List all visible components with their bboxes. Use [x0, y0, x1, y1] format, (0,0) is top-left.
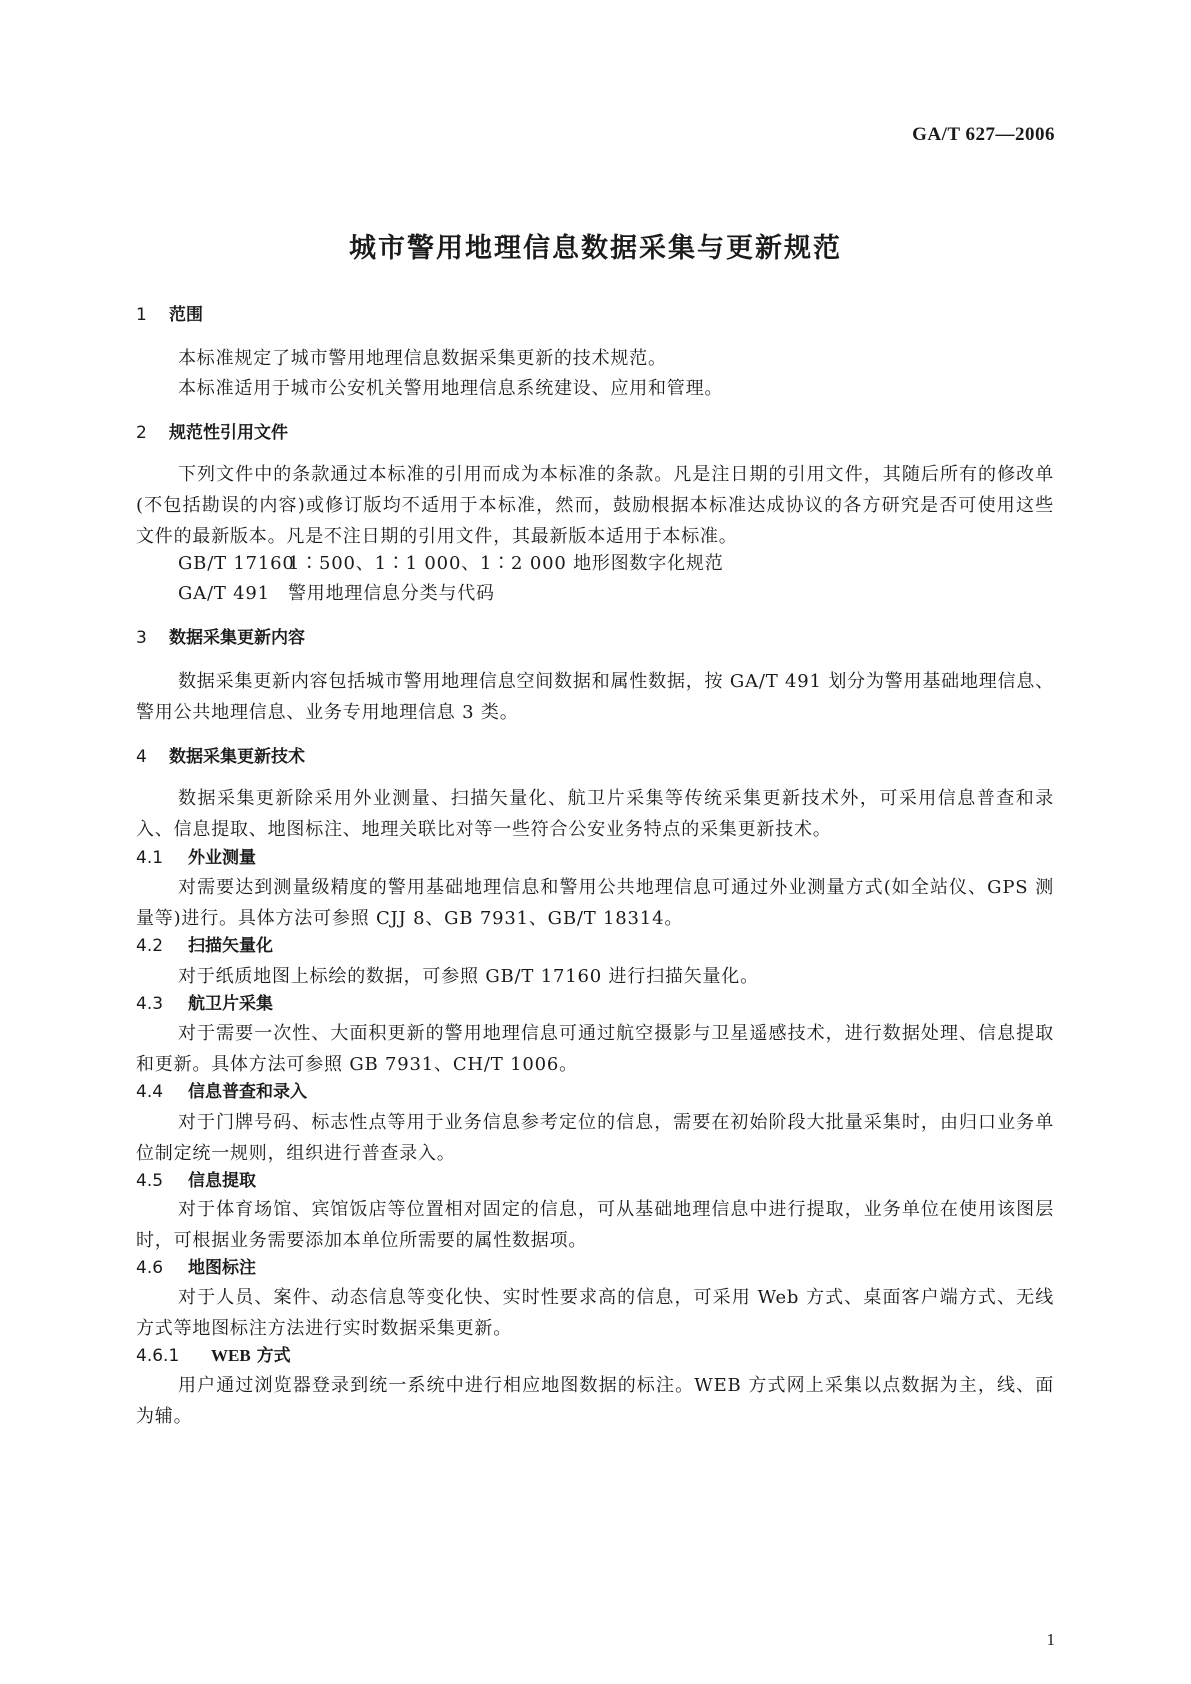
section-2-paragraph-1: 下列文件中的条款通过本标准的引用而成为本标准的条款。凡是注日期的引用文件，其随后所有的修改单(不包括勘误的内容)或修订版均不适用于本标准，然而，鼓励根据本标准达成协议的各方研究是否可使用这些文件的最新版本。凡是不注日期的引用文件，其最新版本适用于本标准。 — [136, 464, 1054, 547]
subsection-4-2-heading — [136, 936, 273, 956]
reference-title: 警用地理信息分类与代码 — [288, 583, 495, 604]
subsection-title: 信息普查和录入 — [188, 1082, 307, 1102]
section-number: 4 — [136, 747, 147, 767]
reference-title: 1∶500、1∶1 000、1∶2 000 地形图数字化规范 — [288, 553, 724, 574]
subsection-4-1-paragraph: 对需要达到测量级精度的警用基础地理信息和警用公共地理信息可通过外业测量方式(如全站仪、GPS 测量等)进行。具体方法可参照 CJJ 8、GB 7931、GB/T 18314。 — [136, 877, 1054, 929]
subsection-4-1-heading — [136, 848, 256, 868]
reference-line — [178, 548, 724, 579]
section-number: 2 — [136, 423, 147, 443]
section-3-heading — [136, 628, 305, 648]
section-1-paragraph-2: 本标准适用于城市公安机关警用地理信息系统建设、应用和管理。 — [178, 378, 724, 399]
subsection-4-5-paragraph: 对于体育场馆、宾馆饭店等位置相对固定的信息，可从基础地理信息中进行提取，业务单位在使用该图层时，可根据业务需要添加本单位所需要的属性数据项。 — [136, 1199, 1054, 1251]
subsection-4-3-paragraph: 对于需要一次性、大面积更新的警用地理信息可通过航空摄影与卫星遥感技术，进行数据处理、信息提取和更新。具体方法可参照 GB 7931、CH/T 1006。 — [136, 1023, 1054, 1075]
subsection-title: 方式 — [256, 1346, 291, 1366]
subsection-number: 4.2 — [136, 936, 164, 956]
section-number: 3 — [136, 628, 147, 648]
subsection-number: 4.5 — [136, 1171, 164, 1191]
page-number: 1 — [1046, 1630, 1055, 1649]
subsection-title: 航卫片采集 — [188, 994, 273, 1014]
section-4-heading — [136, 747, 305, 767]
section-title: 规范性引用文件 — [169, 423, 288, 443]
section-4-paragraph-1: 数据采集更新除采用外业测量、扫描矢量化、航卫片采集等传统采集更新技术外，可采用信息普查和录入、信息提取、地图标注、地理关联比对等一些符合公安业务特点的采集更新技术。 — [136, 788, 1054, 840]
subsection-4-4-paragraph: 对于门牌号码、标志性点等用于业务信息参考定位的信息，需要在初始阶段大批量采集时，由归口业务单位制定统一规则，组织进行普查录入。 — [136, 1112, 1054, 1164]
subsection-4-2-paragraph: 对于纸质地图上标绘的数据，可参照 GB/T 17160 进行扫描矢量化。 — [178, 966, 759, 987]
section-3-paragraph-1: 数据采集更新内容包括城市警用地理信息空间数据和属性数据，按 GA/T 491 划分为警用基础地理信息、警用公共地理信息、业务专用地理信息 3 类。 — [136, 671, 1054, 723]
standard-code: GA/T 627—2006 — [912, 124, 1055, 145]
reference-line — [178, 578, 495, 609]
document-title: 城市警用地理信息数据采集与更新规范 — [349, 233, 842, 264]
subsection-title-en: WEB — [211, 1346, 251, 1365]
subsection-4-6-heading — [136, 1258, 256, 1278]
subsection-number: 4.4 — [136, 1082, 164, 1102]
section-title: 数据采集更新技术 — [169, 747, 305, 767]
reference-code: GA/T 491 — [178, 583, 270, 604]
subsection-title: 信息提取 — [188, 1171, 256, 1191]
subsection-title: 外业测量 — [188, 848, 256, 868]
subsection-4-4-heading — [136, 1082, 307, 1102]
section-1-heading — [136, 305, 203, 325]
section-1-paragraph-1: 本标准规定了城市警用地理信息数据采集更新的技术规范。 — [178, 348, 667, 369]
section-title: 范围 — [169, 305, 203, 325]
subsection-4-6-paragraph: 对于人员、案件、动态信息等变化快、实时性要求高的信息，可采用 Web 方式、桌面客户端方式、无线方式等地图标注方法进行实时数据采集更新。 — [136, 1287, 1054, 1339]
subsection-4-6-1-paragraph: 用户通过浏览器登录到统一系统中进行相应地图数据的标注。WEB 方式网上采集以点数据为主，线、面为辅。 — [136, 1375, 1054, 1427]
subsection-title: 地图标注 — [188, 1258, 256, 1278]
section-number: 1 — [136, 305, 147, 325]
subsection-number: 4.3 — [136, 994, 164, 1014]
subsection-number: 4.1 — [136, 848, 164, 868]
subsection-number: 4.6 — [136, 1258, 164, 1278]
subsection-4-5-heading — [136, 1171, 256, 1191]
subsection-4-6-1-heading — [136, 1346, 291, 1366]
subsection-title: 扫描矢量化 — [188, 936, 273, 956]
section-title: 数据采集更新内容 — [169, 628, 305, 648]
section-2-heading — [136, 423, 288, 443]
subsection-number: 4.6.1 — [136, 1346, 180, 1366]
reference-code: GB/T 17160 — [178, 553, 295, 574]
subsection-4-3-heading — [136, 994, 273, 1014]
